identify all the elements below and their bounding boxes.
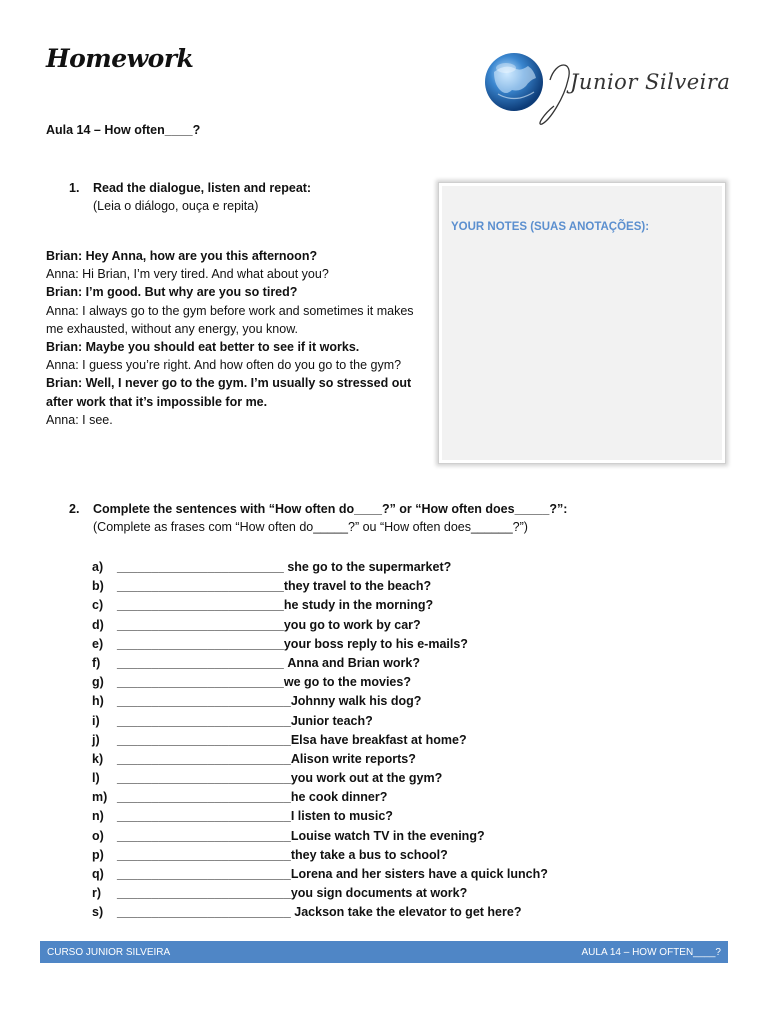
exercise-item bbox=[92, 558, 548, 577]
exercise-item bbox=[92, 807, 548, 826]
exercise-letter: f) bbox=[92, 655, 101, 670]
dialogue-line: Anna: Hi Brian, I’m very tired. And what about you? bbox=[46, 267, 329, 282]
exercise-letter: e) bbox=[92, 636, 104, 651]
exercise-text: Elsa have breakfast at home? bbox=[290, 732, 467, 747]
exercise-item bbox=[92, 750, 548, 769]
dialogue-line: Brian: Well, I never go to the gym. I’m usually so stressed out after work that it’s impossible for me. bbox=[46, 376, 412, 409]
exercise-item bbox=[92, 692, 548, 711]
exercise-text: Johnny walk his dog? bbox=[290, 694, 422, 709]
question-1 bbox=[69, 181, 311, 213]
answer-blank[interactable]: _________________________ bbox=[117, 713, 291, 728]
exercise-item bbox=[92, 577, 548, 596]
answer-blank[interactable]: _________________________ bbox=[117, 886, 291, 901]
exercise-text: they travel to the beach? bbox=[283, 579, 432, 594]
answer-blank[interactable]: _________________________ bbox=[117, 867, 291, 881]
exercise-letter: d) bbox=[92, 617, 104, 632]
question-1-number: 1. bbox=[69, 181, 80, 195]
answer-blank[interactable]: ________________________ bbox=[117, 636, 284, 651]
exercise-item bbox=[92, 635, 548, 654]
notes-title: YOUR NOTES (SUAS ANOTAÇÕES): bbox=[451, 221, 650, 233]
exercise-letter: q) bbox=[92, 867, 104, 881]
answer-blank[interactable]: _________________________ bbox=[117, 847, 291, 862]
exercise-item bbox=[92, 731, 548, 750]
answer-blank[interactable]: _________________________ bbox=[117, 732, 291, 747]
answer-blank[interactable]: _________________________ bbox=[117, 694, 291, 709]
footer bbox=[40, 941, 728, 963]
dialogue-line: Brian: Maybe you should eat better to see if it works. bbox=[46, 340, 360, 355]
exercise-text: you go to work by car? bbox=[283, 617, 421, 632]
exercise-text: you work out at the gym? bbox=[290, 771, 443, 786]
exercise-letter: i) bbox=[92, 713, 100, 728]
exercise-item bbox=[92, 654, 548, 673]
exercise-item bbox=[92, 827, 548, 846]
question-1-translation: (Leia o diálogo, ouça e repita) bbox=[93, 199, 259, 213]
exercise-list bbox=[92, 558, 548, 923]
exercise-letter: b) bbox=[92, 579, 104, 594]
answer-blank[interactable]: ________________________ bbox=[117, 560, 288, 574]
exercise-letter: a) bbox=[92, 560, 104, 574]
lesson-subtitle: Aula 14 – How often____? bbox=[46, 123, 201, 137]
exercise-item bbox=[92, 769, 548, 788]
exercise-text: we go to the movies? bbox=[283, 675, 411, 690]
answer-blank[interactable]: ________________________ bbox=[117, 655, 288, 670]
exercise-item bbox=[92, 846, 548, 865]
exercise-letter: p) bbox=[92, 847, 104, 862]
answer-blank[interactable]: _________________________ bbox=[117, 790, 291, 805]
exercise-item bbox=[92, 616, 548, 635]
exercise-text: I listen to music? bbox=[290, 809, 393, 824]
exercise-letter: h) bbox=[92, 694, 104, 709]
dialogue bbox=[46, 247, 418, 429]
answer-blank[interactable]: _________________________ bbox=[117, 809, 291, 824]
exercise-letter: k) bbox=[92, 751, 104, 766]
exercise-letter: o) bbox=[92, 828, 104, 843]
question-2-number: 2. bbox=[69, 502, 80, 516]
answer-blank[interactable]: _________________________ bbox=[117, 751, 291, 766]
exercise-letter: s) bbox=[92, 905, 104, 920]
exercise-item bbox=[92, 788, 548, 807]
exercise-text: you sign documents at work? bbox=[290, 886, 468, 901]
exercise-text: your boss reply to his e-mails? bbox=[283, 636, 468, 651]
exercise-item bbox=[92, 712, 548, 731]
dialogue-line: Brian: I’m good. But why are you so tired? bbox=[46, 285, 298, 300]
answer-blank[interactable]: _________________________ bbox=[117, 771, 291, 786]
exercise-text: Jackson take the elevator to get here? bbox=[294, 905, 522, 920]
exercise-item bbox=[92, 673, 548, 692]
answer-blank[interactable]: _________________________ bbox=[117, 905, 295, 920]
answer-blank[interactable]: ________________________ bbox=[117, 598, 284, 613]
dialogue-line: Brian: Hey Anna, how are you this afternoon? bbox=[46, 249, 318, 263]
question-2-text: Complete the sentences with “How often do____?” or “How often does_____?”: bbox=[93, 502, 568, 516]
exercise-text: he cook dinner? bbox=[290, 790, 388, 805]
answer-blank[interactable]: ________________________ bbox=[117, 617, 284, 632]
exercise-text: Louise watch TV in the evening? bbox=[290, 828, 485, 843]
question-2 bbox=[69, 502, 669, 534]
exercise-letter: l) bbox=[92, 771, 100, 786]
footer-right: AULA 14 – HOW OFTEN____? bbox=[581, 946, 721, 958]
page-title: Homework bbox=[46, 44, 194, 73]
exercise-letter: g) bbox=[92, 675, 104, 690]
exercise-text: she go to the supermarket? bbox=[287, 560, 452, 574]
exercise-text: Junior teach? bbox=[290, 713, 373, 728]
exercise-text: Alison write reports? bbox=[290, 751, 416, 766]
exercise-item bbox=[92, 865, 548, 884]
exercise-letter: j) bbox=[92, 732, 100, 747]
question-2-translation: (Complete as frases com “How often do_____?” ou “How often does______?”) bbox=[93, 520, 528, 534]
exercise-item bbox=[92, 596, 548, 615]
question-1-text: Read the dialogue, listen and repeat: bbox=[93, 181, 312, 195]
exercise-item bbox=[92, 884, 548, 903]
notes-box[interactable] bbox=[438, 182, 726, 464]
exercise-letter: n) bbox=[92, 809, 104, 824]
exercise-text: he study in the morning? bbox=[283, 598, 434, 613]
footer-left: CURSO JUNIOR SILVEIRA bbox=[47, 946, 171, 958]
dialogue-line: Anna: I always go to the gym before work and sometimes it makes me exhausted, without any energy, you know. bbox=[46, 303, 414, 336]
exercise-letter: r) bbox=[92, 886, 102, 901]
exercise-letter: c) bbox=[92, 598, 104, 613]
answer-blank[interactable]: _________________________ bbox=[117, 828, 291, 843]
exercise-text: they take a bus to school? bbox=[290, 847, 448, 862]
answer-blank[interactable]: ________________________ bbox=[117, 579, 284, 594]
exercise-text: Lorena and her sisters have a quick lunch? bbox=[290, 867, 548, 881]
dialogue-line: Anna: I see. bbox=[46, 412, 113, 427]
answer-blank[interactable]: ________________________ bbox=[117, 675, 284, 690]
logo bbox=[484, 50, 731, 128]
exercise-letter: m) bbox=[92, 790, 108, 805]
logo-text: Junior Silveira bbox=[570, 70, 731, 94]
exercise-item bbox=[92, 903, 548, 922]
exercise-text: Anna and Brian work? bbox=[287, 655, 420, 670]
dialogue-line: Anna: I guess you’re right. And how often do you go to the gym? bbox=[46, 358, 402, 373]
